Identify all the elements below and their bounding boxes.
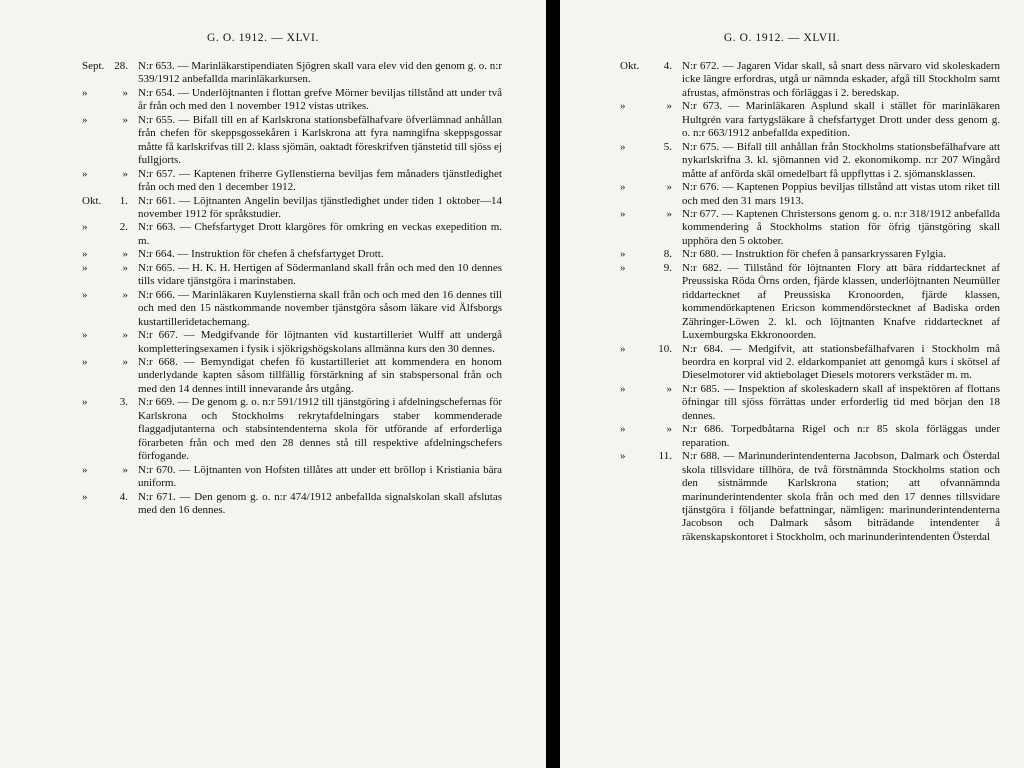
entry-day: » bbox=[122, 86, 128, 99]
entry-row bbox=[620, 60, 1000, 100]
entry-text: N:r 677. — Kaptenen Christersons genom g. o. n:r 318/1912 anbefallda kommendering å Stockholms station för öfrig tjänstgöring skall upphöra den 5 oktober. bbox=[682, 207, 1000, 247]
entry-row bbox=[82, 491, 502, 518]
entry-month: » bbox=[82, 248, 88, 261]
left-page-header: G. O. 1912. — XLVI. bbox=[207, 32, 319, 44]
entry-text: N:r 654. — Underlöjtnanten i flottan grefve Mörner beviljas tillstånd att under två år från och med den 1 november 1912 vistas utrikes. bbox=[138, 86, 502, 113]
entry-month: » bbox=[620, 140, 626, 153]
entry-month: » bbox=[82, 261, 88, 274]
entry-month: » bbox=[620, 248, 626, 261]
entry-text: N:r 688. — Marinunderintendenterna Jacobson, Dalmark och Österdal skola tillsvidare tillhöra, de två förstnämnda Stockholms station och den sistnämnde Karlskrona station; att ofvannämnda marinunderintendenter skola från och med den 17 dennes tillsvidare tjänstgöra i följande befattningar, nämligen: marinunderintendenterna Jacobson och Dalmark såsom biträdande intendenter å räkenskapskontoret i Stockholm, och marinunderintendenten Österdal bbox=[682, 450, 1000, 543]
entry-month: » bbox=[82, 463, 88, 476]
entry-month: » bbox=[620, 450, 626, 463]
entry-day: 2. bbox=[119, 221, 128, 234]
entry-day: » bbox=[122, 463, 128, 476]
entry-row bbox=[620, 181, 1000, 208]
entry-row bbox=[620, 208, 1000, 248]
entry-month: » bbox=[82, 113, 88, 126]
entry-text: N:r 663. — Chefsfartyget Drott klargöres för omkring en veckas exepedition m. m. bbox=[138, 221, 502, 247]
entry-text: N:r 657. — Kaptenen friherre Gyllenstierna beviljas fem månaders tjänstledighet från och med den 1 december 1912. bbox=[138, 167, 502, 194]
right-page-header: G. O. 1912. — XLVII. bbox=[723, 32, 841, 44]
entry-day: 28. bbox=[114, 60, 128, 72]
entry-row bbox=[620, 423, 1000, 450]
entry-text: N:r 685. — Inspektion af skoleskadern skall af inspektören af flottans öfningar till sjöss förrättas under erforderlig tid med början den 18 dennes. bbox=[682, 382, 1000, 422]
entry-text: N:r 671. — Den genom g. o. n:r 474/1912 anbefallda signalskolan skall afslutas med den 16 dennes. bbox=[138, 490, 502, 516]
right-page bbox=[560, 0, 1024, 768]
entry-text: N:r 676. — Kaptenen Poppius beviljas tillstånd att vistas utom riket till och med den 31 mars 1913. bbox=[682, 181, 1000, 207]
entry-row bbox=[82, 87, 502, 114]
entry-month: » bbox=[620, 100, 626, 113]
entry-month: Sept. bbox=[82, 60, 105, 72]
entry-row bbox=[620, 383, 1000, 423]
entry-row bbox=[620, 343, 1000, 383]
entry-month: Okt. bbox=[82, 194, 102, 207]
entry-row bbox=[82, 356, 502, 396]
entry-month: » bbox=[620, 261, 626, 274]
entry-text: N:r 665. — H. K. H. Hertigen af Södermanland skall från och med den 10 dennes tills vidare tjänstgöra i marinstaben. bbox=[138, 261, 502, 288]
entry-row bbox=[82, 262, 502, 289]
entry-day: 11. bbox=[658, 450, 672, 463]
entry-row bbox=[620, 100, 1000, 140]
entry-row bbox=[82, 396, 502, 463]
entry-text: N:r 668. — Bemyndigat chefen fö kustartilleriet att kommendera en honom underlydande kapten såsom tillfällig förstärkning af sin stabspersonal från och med den 14 dennes intill innevarande års utgång. bbox=[138, 355, 502, 395]
entry-month: » bbox=[82, 167, 88, 180]
entry-day: 3. bbox=[119, 396, 128, 409]
entry-month: » bbox=[82, 288, 88, 301]
entry-month: » bbox=[82, 396, 88, 409]
entry-day: » bbox=[666, 382, 672, 395]
entry-row bbox=[82, 329, 502, 356]
entry-text: N:r 667. — Medgifvande för löjtnanten vid kustartilleriet Wulff att undergå kompletteringsexamen i fysik i sjökrigshögskolans allmänna kurs den 30 dennes. bbox=[138, 329, 502, 355]
entry-row bbox=[82, 248, 502, 261]
entry-day: » bbox=[666, 207, 672, 220]
entry-text: N:r 669. — De genom g. o. n:r 591/1912 till tjänstgöring i afdelningschefernas för Karlskrona och Stockholms rekrytafdelningars staber kommenderade flaggadjutanterna och stabsintendenterna skola för utförande af erforderliga förarbeten från och med den 28 dennes stå till respektive afdelningschefers förfogande. bbox=[138, 396, 502, 463]
entry-row bbox=[620, 248, 1000, 261]
entry-text: N:r 653. — Marinläkarstipendiaten Sjögren skall vara elev vid den genom g. o. n:r 539/1912 anbefallda marinläkarkursen. bbox=[138, 60, 502, 86]
entry-day: 4. bbox=[663, 60, 672, 72]
entry-month: Okt. bbox=[620, 60, 640, 72]
entry-text: N:r 666. — Marinläkaren Kuylenstierna skall från och och med den 16 dennes till och med den 15 nästkommande november tjänstgöra såsom läkare vid Älfsborgs kustartilleridetachemang. bbox=[138, 288, 502, 328]
entry-month: » bbox=[82, 490, 88, 503]
entry-row bbox=[620, 262, 1000, 343]
entry-text: N:r 675. — Bifall till anhållan från Stockholms stationsbefälhafvare att nykarlskrifna 3. kl. sjömannen vid 2. ekonomikomp. n:r 207 Wingård måtte af anförda skäl omedelbart få uppflyttas i 2. sjömansklassen. bbox=[682, 140, 1000, 180]
entry-day: » bbox=[666, 423, 672, 436]
entry-row bbox=[82, 114, 502, 168]
entry-text: N:r 655. — Bifall till en af Karlskrona stationsbefälhafvare öfverlämnad anhållan från chefen för skeppsgossekåren i Karlskrona att fyra namngifna skeppsgossar måtte få karlskrifvas till 2. klass sjömän, oaktadt föreskrifven tjänstetid till sjöss ej fullgjorts. bbox=[138, 113, 502, 167]
entry-month: » bbox=[620, 181, 626, 194]
left-entry-list bbox=[82, 60, 502, 517]
entry-day: » bbox=[122, 261, 128, 274]
entry-row bbox=[82, 195, 502, 222]
entry-text: N:r 680. — Instruktion för chefen å pansarkryssaren Fylgia. bbox=[682, 248, 946, 261]
entry-text: N:r 664. — Instruktion för chefen å chefsfartyget Drott. bbox=[138, 248, 384, 261]
entry-day: » bbox=[122, 248, 128, 261]
entry-text: N:r 686. Torpedbåtarna Rigel och n:r 85 skola förläggas under reparation. bbox=[682, 423, 1000, 449]
entry-month: » bbox=[620, 423, 626, 436]
entry-day: 9. bbox=[663, 261, 672, 274]
right-entry-list bbox=[620, 60, 1000, 544]
entry-day: 5. bbox=[663, 140, 672, 153]
entry-row bbox=[82, 60, 502, 87]
entry-text: N:r 672. — Jagaren Vidar skall, så snart dess närvaro vid skoleskadern icke längre erfordras, utgå ur nämnda eskader, afgå till Stockholm samt afrustas, afmönstras och förläggas i 2. beredskap. bbox=[682, 60, 1000, 99]
entry-row bbox=[82, 289, 502, 329]
entry-day: » bbox=[666, 181, 672, 194]
entry-day: » bbox=[122, 355, 128, 368]
entry-text: N:r 673. — Marinläkaren Asplund skall i stället för marinläkaren Hultgrén vara fartygsläkare å chefsfartyget Drott under dess genom g. o. n:r 663/1912 anbefallda expedition. bbox=[682, 100, 1000, 140]
entry-day: » bbox=[122, 329, 128, 342]
entry-day: » bbox=[122, 113, 128, 126]
entry-month: » bbox=[82, 329, 88, 342]
entry-row bbox=[82, 464, 502, 491]
entry-text: N:r 661. — Löjtnanten Angelin beviljas tjänstledighet under tiden 1 oktober—14 november 1912 för språkstudier. bbox=[138, 194, 502, 220]
entry-month: » bbox=[620, 382, 626, 395]
entry-day: 4. bbox=[119, 490, 128, 503]
entry-text: N:r 670. — Löjtnanten von Hofsten tillåtes att under ett bröllop i Kristiania bära uniform. bbox=[138, 463, 502, 490]
entry-day: » bbox=[122, 167, 128, 180]
entry-row bbox=[82, 221, 502, 248]
entry-day: » bbox=[666, 100, 672, 113]
entry-day: 10. bbox=[658, 342, 672, 355]
entry-month: » bbox=[82, 221, 88, 234]
entry-row bbox=[620, 450, 1000, 544]
entry-row bbox=[620, 141, 1000, 181]
entry-month: » bbox=[82, 86, 88, 99]
entry-day: » bbox=[122, 288, 128, 301]
entry-text: N:r 684. — Medgifvit, att stationsbefälhafvaren i Stockholm må beordra en korpral vid 2. eldarkompaniet att genomgå kurs i skötsel af Dieselmotorer vid aktiebolaget Diesels motorers verkstäder m. m. bbox=[682, 342, 1000, 382]
entry-month: » bbox=[620, 342, 626, 355]
entry-row bbox=[82, 168, 502, 195]
entry-day: 1. bbox=[119, 194, 128, 207]
entry-day: 8. bbox=[663, 248, 672, 261]
entry-text: N:r 682. — Tillstånd för löjtnanten Flory att bära riddartecknet af Preussiska Röda Örns orden, fjärde klassen, underlöjtnanten Neumüller riddartecknet af Preussiska Kronoorden, fjärde klassen, kommendörkaptenen Ericson kommendörstecknet af Badiska orden Zähringer-Löwen 2. kl. och löjtnanten Knafve riddartecknet af Luxemburgska Ekkronoorden. bbox=[682, 261, 1000, 342]
entry-month: » bbox=[620, 207, 626, 220]
entry-month: » bbox=[82, 355, 88, 368]
